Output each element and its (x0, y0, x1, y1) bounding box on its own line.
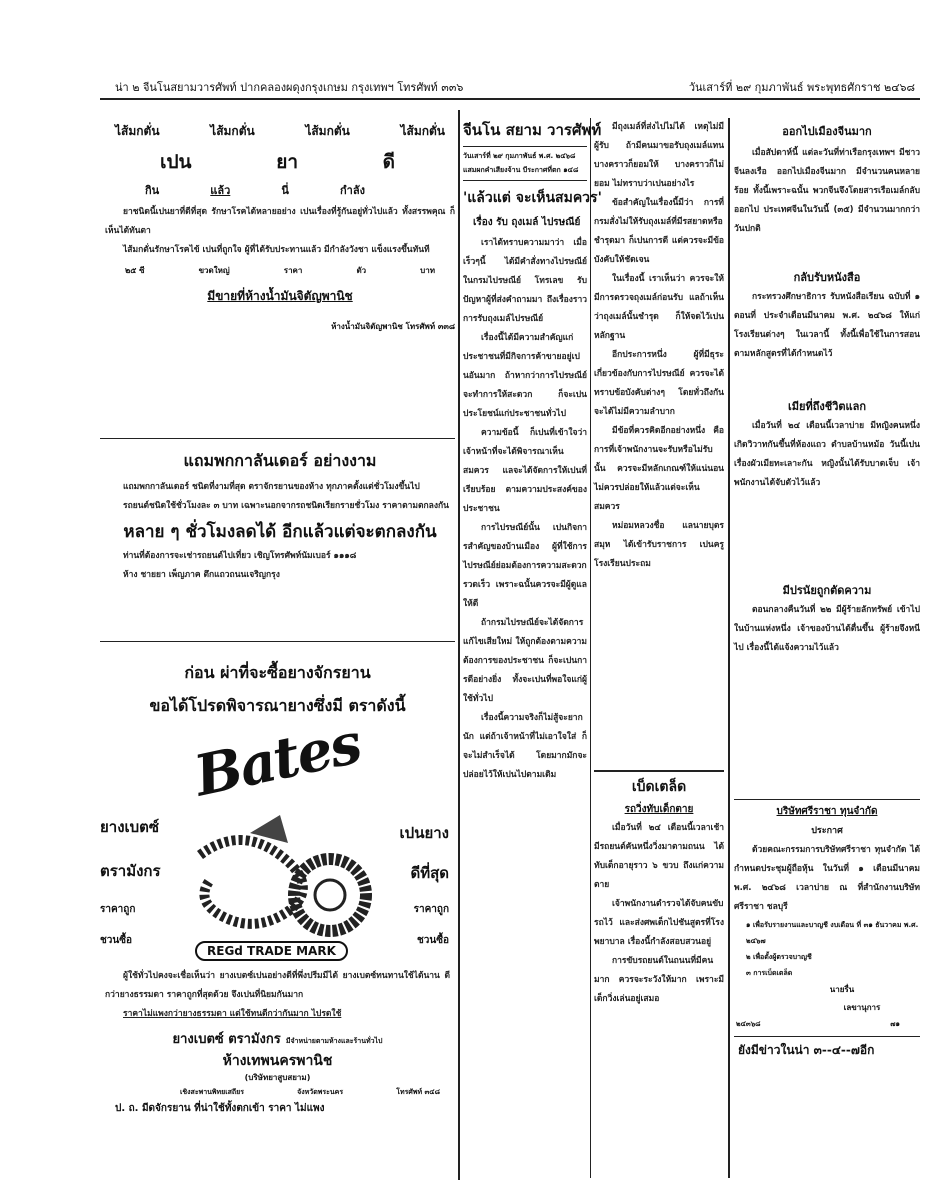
ad-medicine (105, 118, 455, 436)
sub-word: กำลัง (340, 184, 365, 197)
price-cell: ๒๕ ซี (125, 266, 145, 275)
side-label: เปนยาง (399, 824, 449, 842)
distribution-note: มีจำหน่ายตามห้างและร้านทั่วไป (285, 1037, 383, 1045)
price-cell: ราคา (283, 266, 303, 275)
bates-logo: Bates (189, 710, 366, 810)
trademark-label: REGd TRADE MARK (195, 941, 348, 961)
issue-date: วันเสาร์ที่ ๒๙ กุมภาพันธ์ พ.ศ. ๒๔๖๘ (463, 152, 576, 160)
article-paragraph: เรื่องนี้ความจริงก็ไม่สู้จะยากนัก แต่ถ้าเจ้าหน้าที่ไม่เอาใจใส่ ก็จะไม่สำเร็จได้ โดยมากมักจะปล่อยไว้ให้เปนไปตามเดิม (463, 713, 587, 780)
address-part: โทรศัพท์ ๓๔๘ (396, 1088, 440, 1096)
article-paragraph: ถ้ากรมไปรษณีย์จะได้จัดการแก้ไขเสียใหม่ ให้ถูกต้องตามความต้องการของประชาชน ก็จะเปนการดีอย่างยิ่ง ทั้งจะเปนที่พอใจแก่ผู้ใช้ทั่วไป (463, 618, 587, 704)
dateline-part: ๒๔ (736, 1020, 746, 1028)
column-news (594, 118, 724, 1180)
company-name: ห้างเทพนครพานิช (222, 1053, 333, 1069)
ad-paragraph: ท่านที่ต้องการจะเช่ารถยนต์ไปเที่ยว เชิญโทรศัพท์นัมเบอร์ ๑๑๑๘ (123, 551, 357, 561)
header-right: วันเสาร์ที่ ๒๙ กุมภาพันธ์ พระพุทธศักราช ๒๔๖๘ (688, 81, 915, 94)
agenda-item: ๒ เพื่อตั้งผู้ตรวจบาญชี (746, 953, 812, 961)
agenda-item: ๑ เพื่อรับรายงานและบาญชี งบเดือน ที่ ๓๑ ธันวาคม พ.ศ. ๒๔๖๗ (746, 921, 919, 945)
price-cell: ตัว (356, 266, 367, 275)
ad-title: แถมพกกาลันเดอร์ อย่างงาม (183, 451, 377, 470)
side-label: ราคาถูก (413, 904, 449, 915)
address-part: เชิงสะพานพิทยเสถียร (180, 1088, 245, 1096)
editorial-subhead: เรื่อง รับ ถุงเมล์ ไปรษณีย์ (473, 217, 581, 228)
address-line: ห้างน้ำมันจิตัญพานิช โทรศัพท์ ๓๓๘ (331, 322, 455, 331)
agenda-item: ๓ การเบ็ดเตล็ด (746, 969, 793, 977)
column-divider (590, 118, 591, 1178)
brand-text: ไส้มกตั่น (400, 124, 445, 138)
ad-headline: หลาย ๆ ชั่วโมงลดได้ อีกแล้วแต่จะตกลงกัน (123, 522, 437, 542)
ad-paragraph: รถยนต์ชนิดใช้ชั่วโมงละ ๓ บาท เฉพาะนอกจากรถชนิดเรียกรายชั่วโมง ราคาตามตกลงกัน (123, 501, 449, 511)
article-paragraph: ข้อสำคัญในเรื่องนี้มีว่า การที่กรมสั่งไม่ให้รับถุงเมล์ที่มีรสยาดหรือชำรุดมา ก็เปนการดี แต่ควรจะมีข้อบังคับให้ชัดเจน (594, 198, 724, 265)
sub-word: นี่ (281, 184, 289, 197)
column-editorial (463, 118, 602, 1180)
ad-line: ขอได้โปรดพิจารณายางซึ่งมี ตราดังนี้ (149, 696, 406, 715)
seller-line: มีขายที่ห้างน้ำมันจิตัญพานิช (207, 289, 353, 303)
brand-text: ไส้มกตั่น (210, 124, 255, 138)
header-rule (100, 98, 920, 100)
notice-company: บริษัทศรีราชา ทุนจำกัด (776, 806, 878, 817)
brief-text: กระทรวงศึกษาธิการ รับหนังสือเรียน ฉบับที่ ๑ ตอนที่ ประจำเดือนมีนาคม พ.ศ. ๒๔๖๘ ให้แก่โรงเรียนต่างๆ ในเวลานี้ ทั้งนี้เพื่อใช้ในการสอน ตามหลักสูตรที่ได้กำหนดไว้ (734, 292, 920, 359)
page-header (115, 78, 915, 96)
side-label: ดีที่สุด (410, 864, 449, 882)
brief-title: มีปรนัยถูกตัดความ (782, 584, 872, 597)
issue-number: แสมผกคำเสียงจ้าน บีระกาศที่ตก ๑๔๘ (463, 166, 579, 174)
company-sub: (บริษัทยาสูบสยาม) (244, 1073, 311, 1082)
sub-word: แล้ว (210, 184, 231, 197)
column-briefs (734, 118, 920, 1180)
article-paragraph: การไปรษณีย์นั้น เปนกิจการสำคัญของบ้านเมือง ผู้ที่ใช้การไปรษณีย์ย่อมต้องการความสะดวกรวดเร็ว เพราะฉนั้นควรจะมีผู้ดูแลให้ดี (463, 523, 587, 609)
dateline-part: ๖๘ (750, 1020, 761, 1028)
ad-paragraph: ไส้มกตั่นรักษาโรคไข้ เปนที่ถูกใจ ผู้ที่ได้รับประทานแล้ว มีกำลังวังชา แข็งแรงขึ้นทันที (123, 245, 430, 255)
divider (100, 641, 455, 642)
column-divider (728, 118, 730, 1178)
slogan-word: ดี (382, 151, 395, 173)
brand-text: ไส้มกตั่น (305, 124, 350, 138)
article-paragraph: การขับรถยนต์ในถนนที่มีคนมาก ควรจะระวังให้มาก เพราะมีเด็กวิ่งเล่นอยู่เสมอ (594, 956, 724, 1004)
brand-name: ยางเบตซ์ ตรามังกร (172, 1032, 281, 1047)
slogan-word: ยา (276, 151, 298, 173)
price-cell: บาท (420, 266, 435, 275)
column-divider (458, 110, 460, 1180)
article-paragraph: ความข้อนี้ ก็เปนที่เข้าใจว่า เจ้าหน้าที่จะได้พิจารณาเห็นสมควร แลจะได้จัดการให้เปนที่เรียบร้อย ตามความประสงค์ของประชาชน (463, 428, 587, 514)
ad-paragraph: ราคาไม่แพงกว่ายางธรรมดา แต่ใช้ทนดีกว่ากันมาก ไปรดใช้ (123, 1009, 342, 1019)
article-paragraph: อีกประการหนึ่ง ผู้ที่มีธุระเกี่ยวข้องกับการไปรษณีย์ ควรจะได้ทราบข้อบังคับต่างๆ โดยทั่วถึงกัน จะได้ไม่มีความลำบาก (594, 350, 724, 417)
ad-paragraph: ผู้ใช้ทั่วไปคงจะเชื่อเห็นว่า ยางเบตซ์เปนอย่างดีที่พึ่งปรีมมีได้ ยางเบตซ์ทนทานใช้ได้นาน ดีกว่ายางธรรมดา ราคาถูกที่สุดด้วย จึงเปนที่นิยมกันมาก (105, 971, 450, 1000)
article-paragraph: เรื่องนี้ได้มีความสำคัญแก่ประชาชนที่มีกิจการค้าขายอยู่เปนอันมาก ถ้าหากว่าการไปรษณีย์จะทำการให้สะดวก ก็จะเปนประโยชน์แก่ประชาชนทั่วไป (463, 333, 587, 419)
dateline-part: ๓ (745, 1020, 751, 1028)
ad-line: ก่อน ผ่าที่จะซื้อยางจักรยาน (184, 663, 371, 682)
continued-note: ยังมีข่าวในน่า ๓--๔--๗อีก (738, 1043, 875, 1057)
ad-paragraph: แถมพกกาลันเดอร์ ชนิดที่งามที่สุด ตราจักรยานของห้าง ทุกภาคตั้งแต่ชั่วโมงขึ้นไป (123, 482, 420, 492)
brief-title: เมียที่ถึงชีวิตแลก (787, 400, 866, 413)
side-label: ชวนซื้อ (416, 935, 449, 946)
brief-title: กลับรับหนังสือ (793, 271, 861, 284)
ad-paragraph: ยาชนิดนี้เปนยาที่ดีที่สุด รักษาโรคได้หลายอย่าง เปนเรื่องที่รู้กันอยู่ทั่วไปแล้ว ทั้งสรรพคุณ ก็เห็นได้ทันตา (105, 207, 455, 236)
bates-lower-block (105, 967, 450, 1117)
brief-title: ออกไปเมืองจีนมาก (782, 125, 872, 138)
side-label: ชวนซื้อ (100, 935, 133, 946)
signatory-title: เลขานุการ (843, 1003, 881, 1012)
header-left: น่า ๒ จีนโนสยามวารศัพท์ ปากคลองผดุงกรุงเกษม กรุงเทพฯ โทรศัพท์ ๓๓๖ (115, 81, 464, 94)
ad-paragraph: ห้าง ชายยา เพ็ญภาค ตึกแถวถนนเจริญกรุง (123, 570, 280, 580)
brief-text: ตอนกลางคืนวันที่ ๒๒ มีผู้ร้ายลักทรัพย์ เข้าไปในบ้านแห่งหนึ่ง เจ้าของบ้านได้ตื่นขึ้น ผู้ร้ายจึงหนีไป เรื่องนี้ได้แจ้งความไว้แล้ว (734, 605, 920, 653)
masthead: จีนโน สยาม วารศัพท์ (463, 121, 602, 139)
price-cell: ขวดใหญ่ (198, 266, 230, 275)
section-title: เบ็ดเตล็ด (631, 779, 687, 795)
article-paragraph: หม่อมหลวงชื่อ แลนายบุตรสมุห ได้เข้ารับราชการ เปนครูโรงเรียนประถม (594, 521, 724, 569)
article-paragraph: ในเรื่องนี้ เราเห็นว่า ควรจะให้มีการตรวจถุงเมล์ก่อนรับ แลถ้าเห็นว่าถุงเมล์นั้นชำรุด ก็ให้จดไว้เปนหลักฐาน (594, 274, 724, 341)
divider (100, 438, 455, 439)
ad-bates (100, 645, 455, 1180)
dragon-tyre-illustration (180, 815, 380, 937)
bates-bottom-line: ป. ถ. มีดจักรยาน ที่น่าใช้ทั้งตกเข้า ราคา ไม่แพง (115, 1103, 325, 1114)
section-subtitle: รถวิ่งทับเด็กตาย (624, 804, 694, 815)
slogan-word: เปน (160, 151, 192, 173)
article-paragraph: มีถุงเมล์ที่ส่งไปไม่ได้ เหตุไม่มีผู้รับ ถ้ามีคนมาขอรับถุงเมล์แทน บางคราวก็ยอมให้ บางคราวก็ไม่ยอม ไม่ทราบว่าเปนอย่างไร (594, 122, 724, 189)
article-paragraph: เจ้าพนักงานตำรวจได้จับคนขับรถไว้ และส่งศพเด็กไปชันสูตรที่โรงพยาบาล เรื่องนี้กำลังสอบสวนอยู่ (594, 899, 724, 947)
notice-heading: ประกาศ (811, 826, 843, 836)
notice-text: ด้วยคณะกรรมการบริษัทศรีราชา ทุนจำกัด ได้กำหนดประชุมผู้ถือหุ้น ในวันที่ ๑ เดือนมีนาคม พ.ศ. ๒๔๖๘ เวลาบ่าย ณ ที่สำนักงานบริษัท ศรีราชา ชลบุรี (734, 845, 920, 912)
side-label: ราคาถูก (100, 904, 136, 915)
sub-word: กิน (145, 184, 160, 197)
address-part: จังหวัดพระนคร (297, 1088, 344, 1096)
article-paragraph: เมื่อวันที่ ๒๔ เดือนนี้เวลาเช้า มีรถยนต์คันหนึ่งวิ่งมาตามถนน ได้ทับเด็กอายุราว ๖ ขวบ ถึงแก่ความตาย (594, 823, 724, 890)
side-label: ยางเบตซ์ (100, 818, 160, 836)
dateline-part: ๗๑ (890, 1020, 900, 1028)
editorial-headline: 'แล้วแต่ จะเห็นสมควร' (463, 190, 602, 206)
signatory-name: นายรื่น (829, 985, 855, 994)
ad-calendar (105, 445, 455, 639)
brief-text: เมื่อสัปดาห์นี้ แต่ละวันที่ท่าเรือกรุงเทพฯ มีชาวจีนลงเรือ ออกไปเมืองจีนมาก มีจำนวนคนหลายร้อย ทั้งนี้เพราะฉนั้น พวกจีนจึงโดยสารเรือเมล์กลับออกไป ประเทศจีนในวันนี้ (๓๕) มีจำนวนมากกว่าวันปกติ (734, 148, 920, 234)
brief-text: เมื่อวันที่ ๒๔ เดือนนี้เวลาบ่าย มีหญิงคนหนึ่งเกิดวิวาทกันขึ้นที่ห้องแถว ตำบลบ้านหม้อ วันนี้เปนเรื่องผัวเมียทะเลาะกัน หญิงนั้นได้รับบาดเจ็บ เจ้าพนักงานได้จับตัวไว้แล้ว (734, 421, 920, 488)
article-paragraph: เราได้ทราบความมาว่า เมื่อเร็วๆนี้ ได้มีคำสั่งทางไปรษณีย์ ในกรมไปรษณีย์ โทรเลข รับปัญหาผู้ที่ส่งคำถามมา ถึงเรื่องราวการรับถุงเมล์ไปรษณีย์ (463, 238, 587, 324)
article-paragraph: มีข้อที่ควรคิดอีกอย่างหนึ่ง คือการที่เจ้าพนักงานจะรับหรือไม่รับนั้น ควรจะมีหลักเกณฑ์ให้แน่นอน ไม่ควรปล่อยให้แล้วแต่จะเห็นสมควร (594, 426, 724, 512)
brand-text: ไส้มกตั่น (115, 124, 160, 138)
side-label: ตรามังกร (100, 862, 161, 880)
